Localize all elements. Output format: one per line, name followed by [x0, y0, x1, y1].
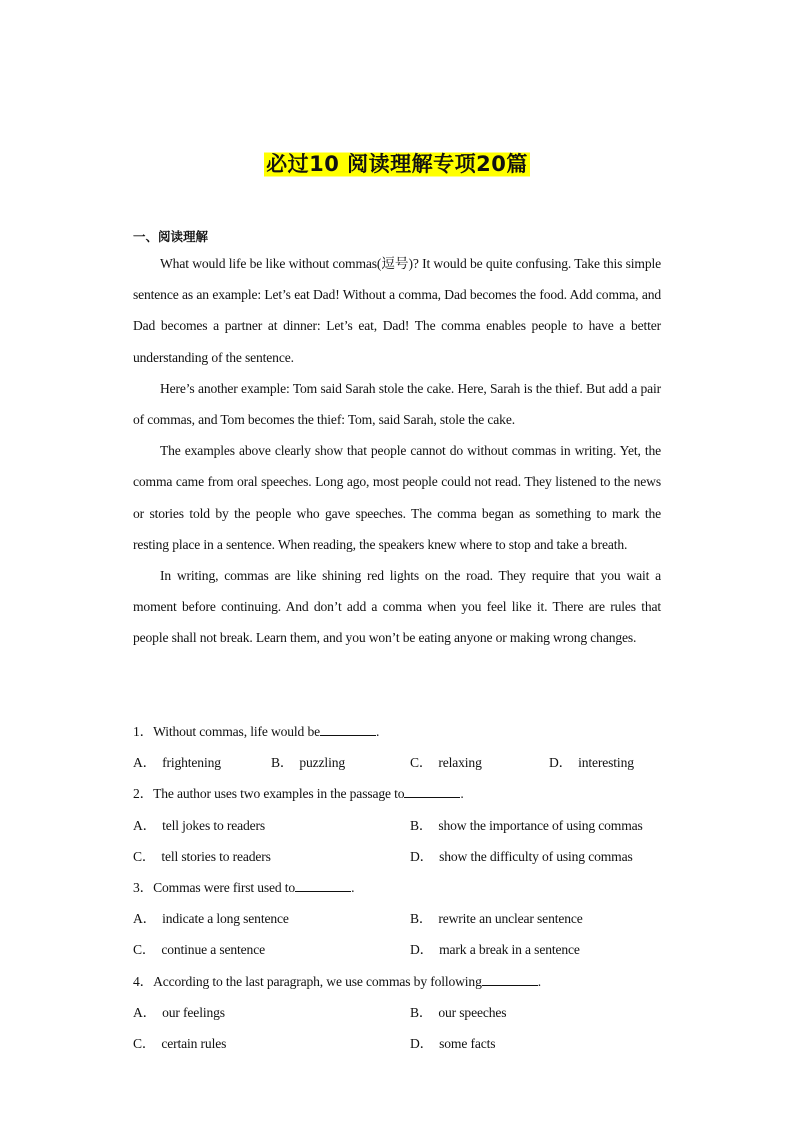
question-4-options-row-1 — [133, 997, 661, 1028]
option-letter: C． — [410, 755, 433, 771]
option-text: some facts — [439, 1035, 496, 1051]
option-text: mark a break in a sentence — [439, 942, 580, 958]
option-d — [410, 1028, 495, 1059]
question-3-end: . — [351, 879, 355, 895]
page-title: 必过10 阅读理解专项20篇 — [264, 149, 530, 179]
option-letter: C． — [133, 942, 156, 958]
option-b — [410, 903, 583, 934]
option-d — [410, 934, 580, 965]
question-4-text: 4．According to the last paragraph, we use commas by following — [133, 973, 482, 989]
option-d — [549, 747, 634, 778]
option-letter: D． — [410, 848, 434, 864]
answer-blank — [320, 722, 376, 736]
option-letter: D． — [549, 755, 573, 771]
option-c — [133, 1028, 226, 1059]
option-a — [133, 903, 289, 934]
reading-passage — [133, 248, 661, 654]
question-4-stem — [133, 966, 661, 997]
option-text: certain rules — [161, 1035, 227, 1051]
question-1-text: 1．Without commas, life would be — [133, 724, 320, 739]
option-text: show the importance of using commas — [438, 817, 643, 833]
question-3-options-row-1 — [133, 903, 661, 934]
option-letter: C． — [133, 1035, 156, 1051]
option-letter: D． — [410, 942, 434, 958]
option-text: interesting — [578, 755, 634, 771]
passage-paragraph-3: The examples above clearly show that people cannot do without commas in writing. Yet, the comma came from oral speeches. Long ago, most people could not read. They listened to the news or stories told by the people who gave speeches. The comma began as something to mark the resting place in a sentence. When reading, the speakers knew where to stop and take a breath. — [133, 443, 661, 552]
option-text: our speeches — [438, 1004, 507, 1020]
question-4-end: . — [537, 973, 541, 989]
option-c — [133, 934, 265, 965]
option-c — [410, 747, 482, 778]
option-text: puzzling — [299, 755, 345, 771]
option-text: our feelings — [162, 1004, 225, 1020]
option-b — [410, 997, 506, 1028]
option-text: indicate a long sentence — [162, 911, 289, 927]
passage-paragraph-2: Here’s another example: Tom said Sarah stole the cake. Here, Sarah is the thief. But add a pair of commas, and Tom becomes the thief: Tom, said Sarah, stole the cake. — [133, 380, 661, 428]
passage-paragraph-4: In writing, commas are like shining red lights on the road. They require that you wait a moment before continuing. And don’t add a comma when you feel like it. There are rules that people shall not break. Learn them, and you won’t be eating anyone or making wrong changes. — [133, 568, 661, 646]
option-d — [410, 841, 633, 872]
option-c — [133, 841, 271, 872]
option-letter: B． — [271, 755, 294, 771]
option-letter: A． — [133, 911, 157, 927]
answer-blank — [295, 878, 351, 892]
option-text: frightening — [162, 755, 221, 771]
option-text: rewrite an unclear sentence — [438, 911, 583, 927]
option-a — [133, 747, 221, 778]
title-container — [0, 149, 794, 179]
option-a — [133, 810, 265, 841]
option-letter: B． — [410, 817, 433, 833]
option-text: continue a sentence — [161, 942, 265, 958]
option-letter: B． — [410, 911, 433, 927]
question-3-stem — [133, 872, 661, 903]
question-2-stem — [133, 778, 661, 809]
option-letter: A． — [133, 817, 157, 833]
question-2-text: 2．The author uses two examples in the passage to — [133, 786, 405, 802]
option-b — [271, 747, 345, 778]
option-b — [410, 810, 643, 841]
option-text: relaxing — [438, 755, 482, 771]
question-1-end: . — [375, 724, 380, 739]
option-letter: C． — [133, 848, 156, 864]
question-2-options-row-2 — [133, 841, 661, 872]
question-list — [133, 716, 661, 1059]
option-letter: A． — [133, 1004, 157, 1020]
option-a — [133, 997, 225, 1028]
answer-blank — [404, 784, 460, 798]
option-text: tell stories to readers — [161, 848, 271, 864]
question-2-options-row-1 — [133, 810, 661, 841]
section-heading: 一、阅读理解 — [133, 229, 209, 244]
question-2-end: . — [460, 786, 464, 802]
option-text: show the difficulty of using commas — [439, 848, 633, 864]
question-3-options-row-2 — [133, 934, 661, 965]
option-letter: B． — [410, 1004, 433, 1020]
option-letter: A． — [133, 755, 157, 771]
option-text: tell jokes to readers — [162, 817, 266, 833]
passage-paragraph-1: What would life be like without commas(逗号)? It would be quite confusing. Take this simple sentence as an example: Let’s eat Dad! Without a comma, Dad becomes the food. Add comma, and Dad becomes a partner at dinner: Let’s eat, Dad! The comma enables people to have a better understanding of the sentence. — [133, 256, 661, 365]
option-letter: D． — [410, 1035, 434, 1051]
question-4-options-row-2 — [133, 1028, 661, 1059]
question-3-text: 3．Commas were first used to — [133, 879, 296, 895]
question-1-options — [133, 747, 661, 778]
question-1-stem — [133, 716, 661, 747]
answer-blank — [482, 972, 538, 986]
